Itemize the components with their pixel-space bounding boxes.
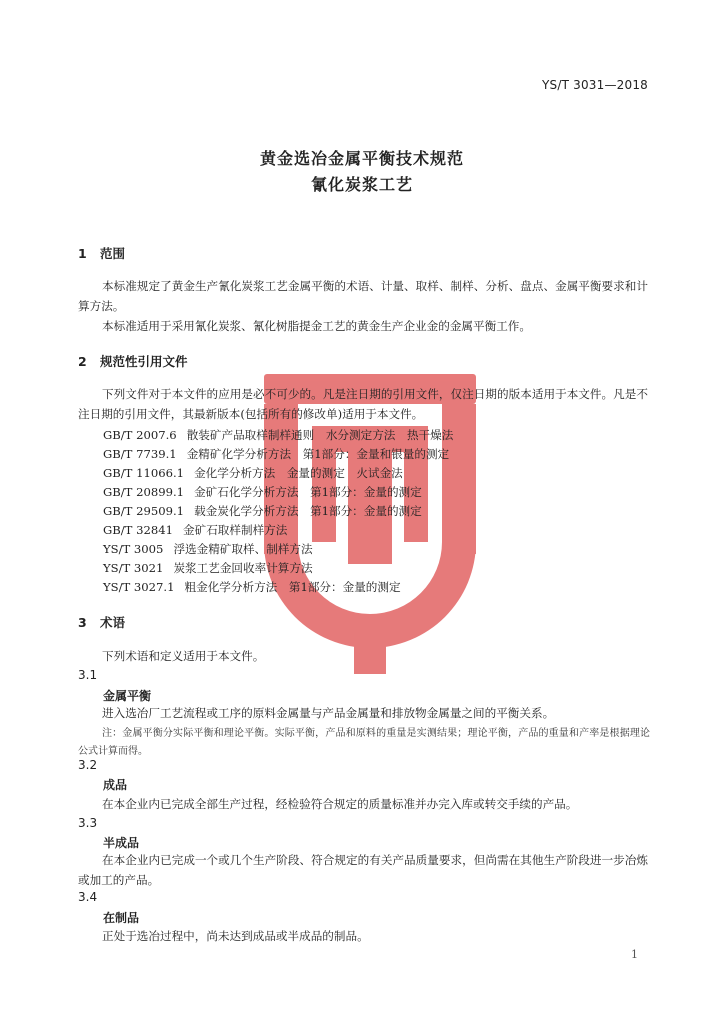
page-number: 1 <box>631 948 638 961</box>
reference-title: 金矿石化学分析方法 第1部分：金量的测定 <box>194 485 422 499</box>
term-heading: 成品 <box>103 778 128 792</box>
term-definition: 在本企业内已完成一个或几个生产阶段、符合规定的有关产品质量要求，但尚需在其他生产阶段进一步冶炼或加工的产品。 <box>78 853 648 887</box>
section-number: 2 <box>78 354 87 369</box>
reference-code: GB/T 29509.1 <box>103 504 185 518</box>
section-heading-scope <box>78 244 125 262</box>
reference-code: GB/T 11066.1 <box>103 466 185 480</box>
reference-code: GB/T 20899.1 <box>103 485 185 499</box>
section-title: 术语 <box>100 615 126 630</box>
reference-code: GB/T 32841 <box>103 523 173 537</box>
reference-item <box>103 446 449 462</box>
section-number: 3 <box>78 615 87 630</box>
section-title: 范围 <box>100 246 126 261</box>
reference-title: 载金炭化学分析方法 第1部分：金量的测定 <box>194 504 422 518</box>
reference-title: 金矿石取样制样方法 <box>183 523 288 537</box>
clause-number: 3.3 <box>78 816 98 830</box>
reference-item <box>103 579 401 595</box>
reference-title: 散装矿产品取样制样通则 水分测定方法 热干燥法 <box>186 428 454 442</box>
term-heading: 金属平衡 <box>103 689 152 703</box>
reference-code: YS/T 3005 <box>103 542 164 556</box>
paragraph: 本标准规定了黄金生产氰化炭浆工艺金属平衡的术语、计量、取样、制样、分析、盘点、金属平衡要求和计算方法。 <box>78 279 648 313</box>
reference-item <box>103 541 313 557</box>
section-heading-terms <box>78 613 125 631</box>
term-definition: 进入选冶厂工艺流程或工序的原料金属量与产品金属量和排放物金属量之间的平衡关系。 <box>102 706 555 720</box>
paragraph: 下列文件对于本文件的应用是必不可少的。凡是注日期的引用文件，仅注日期的版本适用于本文件。凡是不注日期的引用文件，其最新版本(包括所有的修改单)适用于本文件。 <box>78 387 648 421</box>
reference-code: GB/T 2007.6 <box>103 428 177 442</box>
section-number: 1 <box>78 246 87 261</box>
reference-item <box>103 465 403 481</box>
term-heading: 在制品 <box>103 911 140 925</box>
paragraph: 本标准适用于采用氰化炭浆、氰化树脂提金工艺的黄金生产企业金的金属平衡工作。 <box>102 319 531 333</box>
paragraph: 下列术语和定义适用于本文件。 <box>102 649 265 663</box>
document-subtitle: 氰化炭浆工艺 <box>310 175 413 194</box>
reference-title: 金精矿化学分析方法 第1部分：金量和银量的测定 <box>186 447 450 461</box>
reference-title: 炭浆工艺金回收率计算方法 <box>173 561 313 575</box>
reference-code: YS/T 3021 <box>103 561 164 575</box>
reference-item <box>103 560 313 576</box>
reference-item <box>103 427 453 443</box>
document-title: 黄金选冶金属平衡技术规范 <box>259 149 464 168</box>
clause-number: 3.1 <box>78 668 98 682</box>
reference-item <box>103 522 287 538</box>
standard-code: YS/T 3031—2018 <box>541 78 648 92</box>
term-definition: 在本企业内已完成全部生产过程，经检验符合规定的质量标准并办完入库或转交手续的产品。 <box>102 797 578 811</box>
term-definition: 正处于选冶过程中，尚未达到成品或半成品的制品。 <box>102 929 369 943</box>
reference-code: YS/T 3027.1 <box>103 580 175 594</box>
clause-number: 3.4 <box>78 890 98 904</box>
reference-item <box>103 503 422 519</box>
reference-title: 浮选金精矿取样、制样方法 <box>173 542 313 556</box>
reference-item <box>103 484 422 500</box>
reference-title: 金化学分析方法 金量的测定 火试金法 <box>194 466 403 480</box>
reference-title: 粗金化学分析方法 第1部分：金量的测定 <box>184 580 401 594</box>
term-note: 注：金属平衡分实际平衡和理论平衡。实际平衡，产品和原料的重量是实测结果；理论平衡，产品的重量和产率是根据理论公式计算而得。 <box>78 728 650 757</box>
clause-number: 3.2 <box>78 758 98 772</box>
section-title: 规范性引用文件 <box>100 354 188 369</box>
reference-code: GB/T 7739.1 <box>103 447 177 461</box>
section-heading-normative-references <box>78 352 188 370</box>
term-heading: 半成品 <box>103 836 140 850</box>
